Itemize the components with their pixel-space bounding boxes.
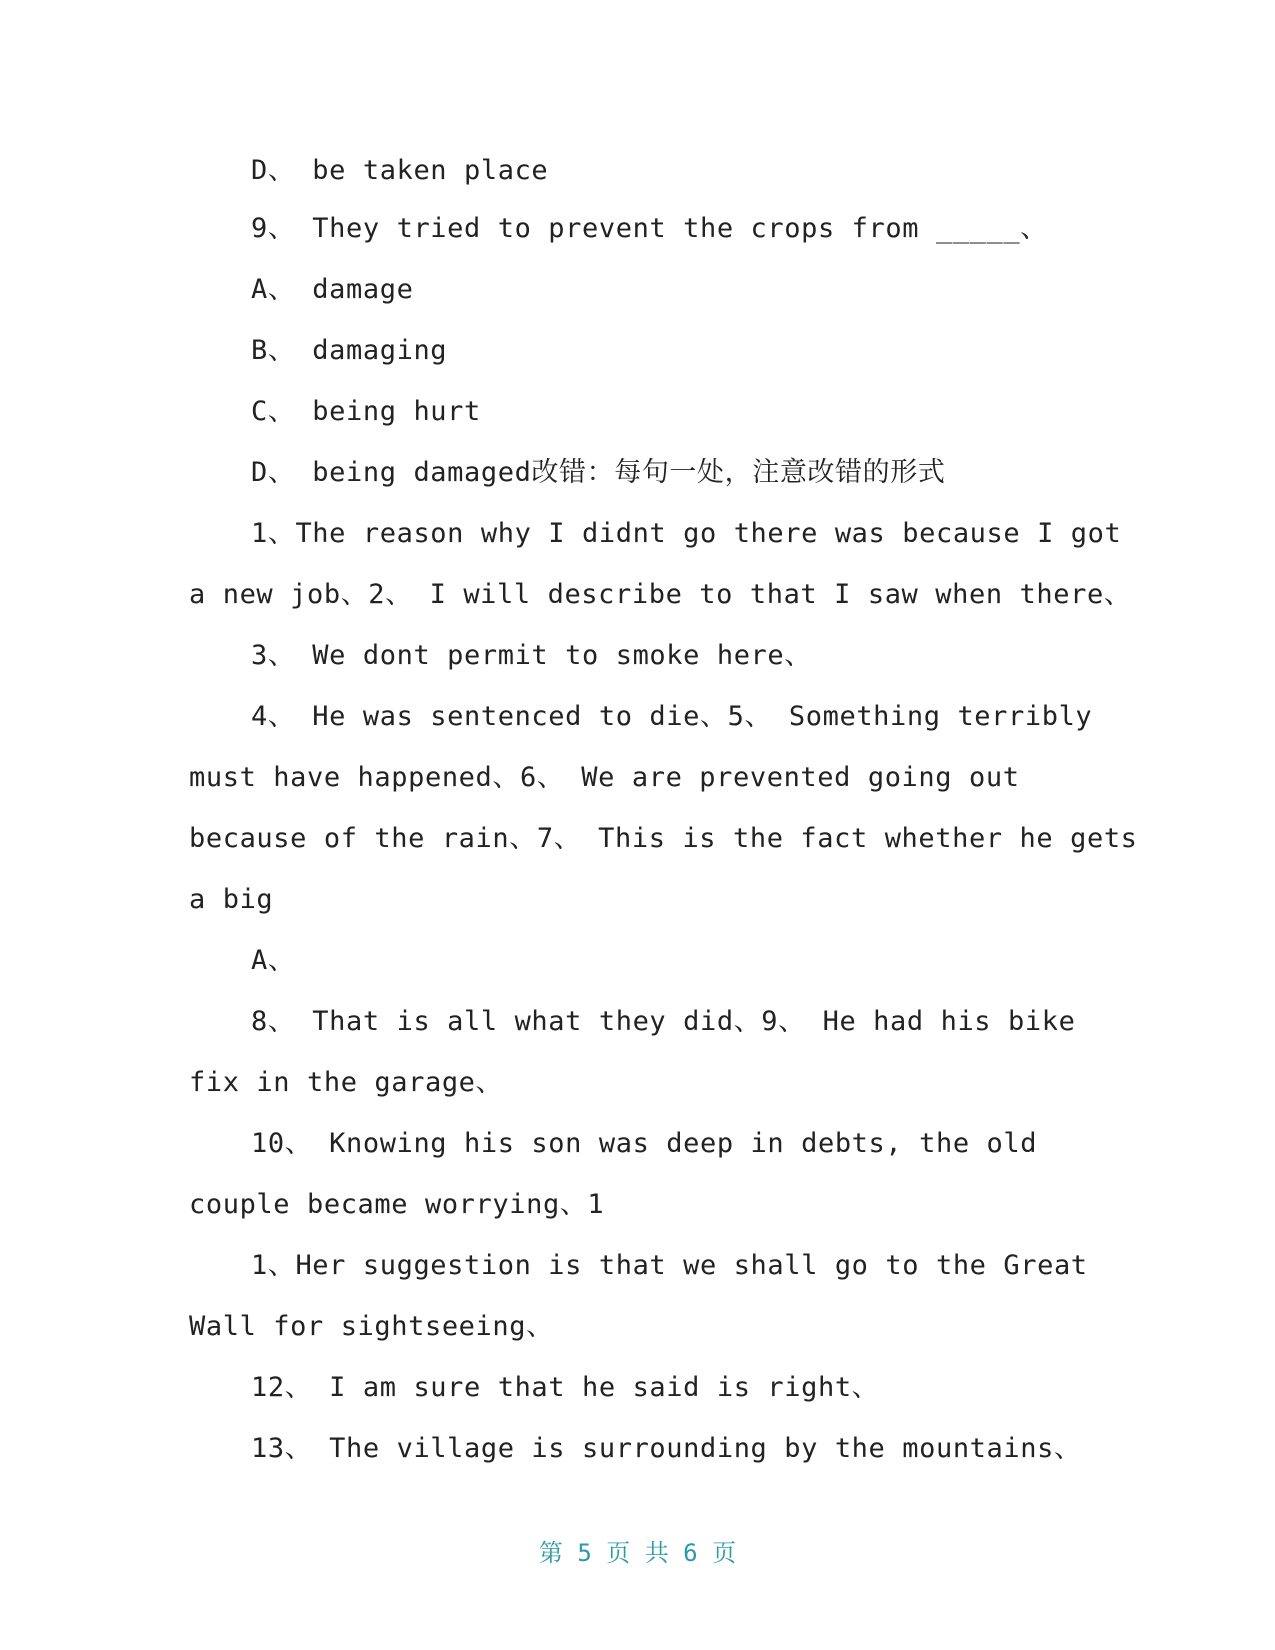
text-line: B、 damaging xyxy=(251,335,448,366)
text-line: because of the rain、7、 This is the fact whether he gets xyxy=(189,823,1138,854)
text-line: 10、 Knowing his son was deep in debts, the old xyxy=(251,1128,1038,1159)
text-line: Wall for sightseeing、 xyxy=(189,1311,554,1342)
text-line: 8、 That is all what they did、9、 He had his bike xyxy=(251,1006,1076,1037)
text-line: couple became worrying、1 xyxy=(189,1189,605,1220)
text-line: 1、Her suggestion is that we shall go to the Great xyxy=(251,1250,1088,1281)
text-line: a big xyxy=(189,884,274,915)
text-line: 1、The reason why I didnt go there was because I got xyxy=(251,518,1122,549)
text-line: D、 be taken place xyxy=(251,155,549,186)
text-line: 12、 I am sure that he said is right、 xyxy=(251,1372,880,1403)
text-line: 9、 They tried to prevent the crops from _____、 xyxy=(251,213,1048,244)
text-line: fix in the garage、 xyxy=(189,1067,504,1098)
text-line: 13、 The village is surrounding by the mountains、 xyxy=(251,1433,1082,1464)
text-line: a new job、2、 I will describe to that I saw when there、 xyxy=(189,579,1132,610)
text-line: 4、 He was sentenced to die、5、 Something terribly xyxy=(251,701,1093,732)
text-line: A、 damage xyxy=(251,274,414,305)
text-line: must have happened、6、 We are prevented going out xyxy=(189,762,1020,793)
text-line: 3、 We dont permit to smoke here、 xyxy=(251,640,812,671)
text-line: A、 xyxy=(251,945,296,976)
text-line: C、 being hurt xyxy=(251,396,481,427)
page-number-footer: 第 5 页 共 6 页 xyxy=(538,1539,737,1567)
text-line: D、 being damaged改错：每句一处，注意改错的形式 xyxy=(251,457,946,488)
